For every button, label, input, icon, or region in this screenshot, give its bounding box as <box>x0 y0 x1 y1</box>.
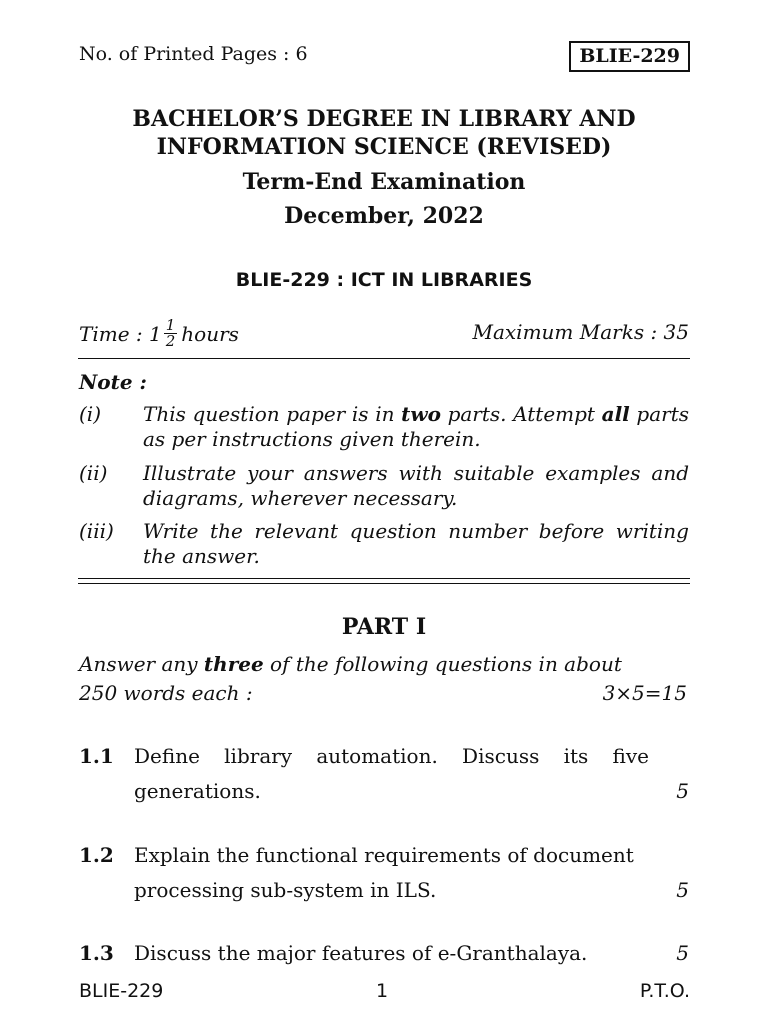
degree-title-line2: INFORMATION SCIENCE (REVISED) <box>156 134 612 160</box>
maximum-marks: Maximum Marks : 35 <box>472 320 689 344</box>
paper-code-box: BLIE-229 <box>569 41 690 72</box>
question-number: 1.2 <box>79 843 114 867</box>
question-marks: 5 <box>676 878 689 902</box>
note-text: Write the relevant question number before writing the answer. <box>143 519 689 568</box>
question-text <box>134 838 649 908</box>
note-text: Illustrate your answers with suitable examples and diagrams, wherever necessary. <box>143 461 689 510</box>
question-line: Explain the functional requirements of document <box>134 843 634 867</box>
time-prefix: Time : 1 <box>79 321 162 346</box>
question-line: Discuss the major features of e-Granthalaya. <box>134 941 588 965</box>
instruction-emphasis: three <box>203 652 264 676</box>
question <box>79 838 689 908</box>
question-line: Define library automation. Discuss its five <box>134 744 649 768</box>
degree-title-line1: BACHELOR’S DEGREE IN LIBRARY AND <box>132 106 636 132</box>
page-number: 1 <box>376 980 389 1002</box>
course-title: BLIE-229 : ICT IN LIBRARIES <box>235 269 533 291</box>
time-suffix: hours <box>181 321 239 346</box>
instruction-text: Answer any <box>79 652 204 676</box>
time-fraction <box>164 318 178 349</box>
fraction-denominator: 2 <box>165 332 176 350</box>
note-item <box>79 519 689 569</box>
instruction-text: of the following questions in about <box>263 652 622 676</box>
part-heading: PART I <box>341 614 427 640</box>
section-marks: 3×5=15 <box>602 681 687 705</box>
question <box>79 739 689 809</box>
double-divider-top <box>78 578 690 579</box>
degree-title <box>0 105 768 161</box>
question-text <box>134 739 649 809</box>
note-text-part: parts. Attempt <box>440 402 602 426</box>
instruction-line1 <box>79 650 687 679</box>
footer-paper-code: BLIE-229 <box>79 980 164 1002</box>
note-number: (iii) <box>79 519 114 543</box>
note-item <box>79 402 689 452</box>
note-text-part: parts as per instructions given therein. <box>143 402 690 451</box>
instruction-text: 250 words each : <box>79 681 253 705</box>
exam-type: Term-End Examination <box>242 169 526 195</box>
question-text <box>134 936 649 971</box>
note-heading: Note : <box>79 370 147 394</box>
question-marks: 5 <box>676 779 689 803</box>
note-number: (i) <box>79 402 102 426</box>
question-number: 1.3 <box>79 941 114 965</box>
note-text-part: This question paper is in <box>143 402 402 426</box>
question <box>79 936 689 971</box>
fraction-numerator: 1 <box>165 316 176 334</box>
part-instructions <box>79 650 687 708</box>
question-number: 1.1 <box>79 744 114 768</box>
time-allowed <box>79 318 239 349</box>
divider <box>78 358 690 359</box>
question-marks: 5 <box>676 941 689 965</box>
printed-pages-count: No. of Printed Pages : 6 <box>79 43 308 65</box>
note-number: (ii) <box>79 461 108 485</box>
exam-date: December, 2022 <box>284 203 484 229</box>
question-line: generations. <box>134 779 261 803</box>
please-turn-over: P.T.O. <box>639 980 690 1002</box>
note-emphasis: two <box>401 402 441 426</box>
note-emphasis: all <box>601 402 630 426</box>
instruction-line2 <box>79 679 687 708</box>
question-line: processing sub-system in ILS. <box>134 878 437 902</box>
note-text <box>143 402 689 452</box>
double-divider-bottom <box>78 583 690 584</box>
note-item <box>79 461 689 511</box>
